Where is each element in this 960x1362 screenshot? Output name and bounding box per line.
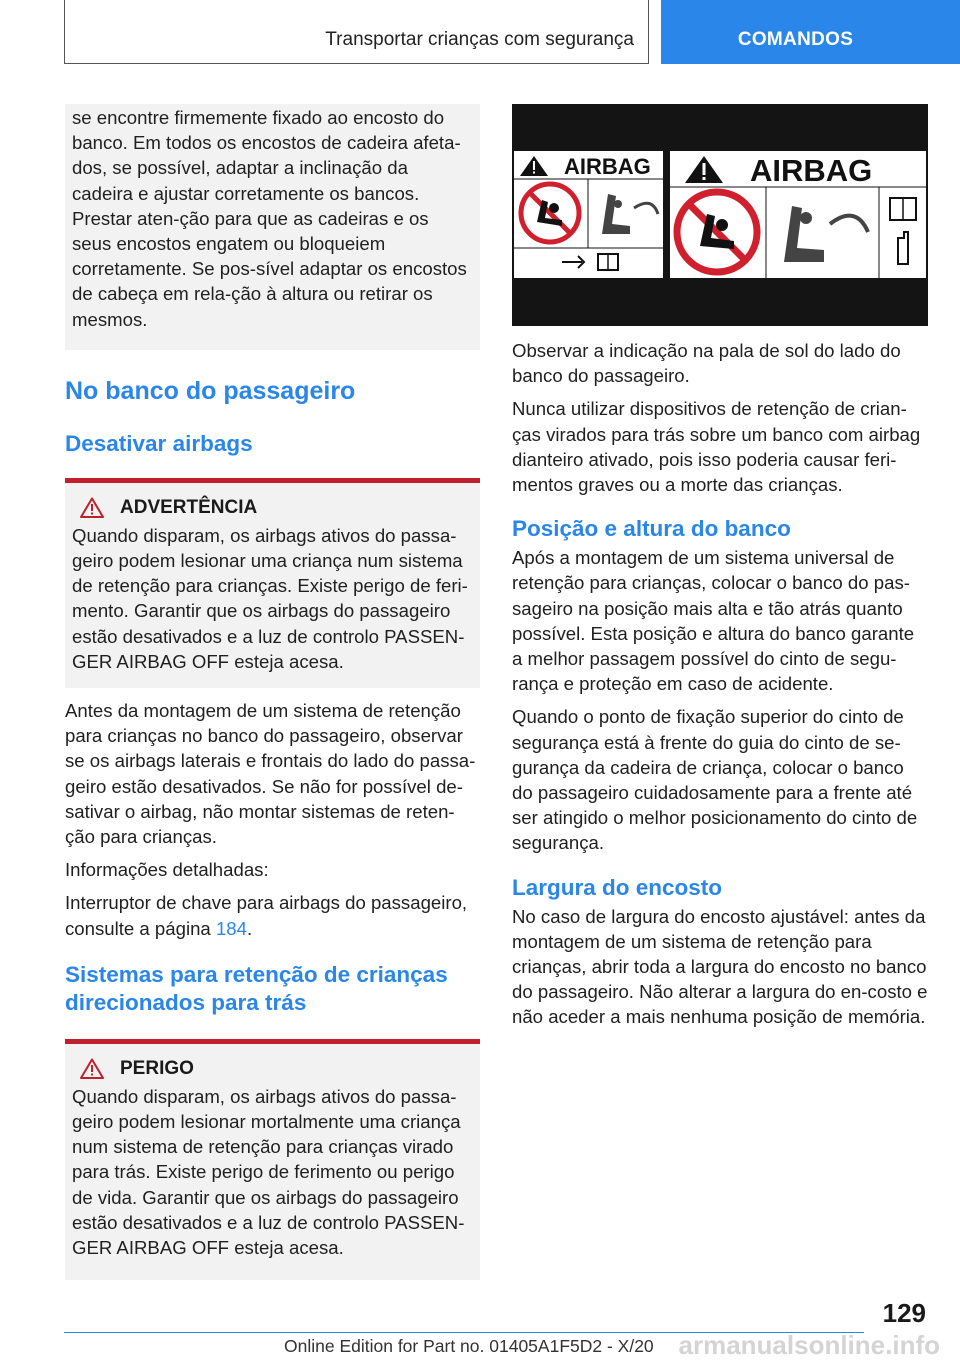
heading-rear-facing-systems: Sistemas para retenção de crianças direcionados para trás bbox=[65, 961, 448, 1015]
key-switch-text: Interruptor de chave para airbags do passageiro, consulte a página bbox=[65, 892, 468, 939]
danger-title-text: PERIGO bbox=[120, 1057, 194, 1079]
left-column bbox=[65, 104, 480, 1280]
header-section-text: Transportar crianças com segurança bbox=[325, 28, 634, 50]
page-number: 129 bbox=[882, 1298, 926, 1328]
watermark: armanualsonline.info bbox=[678, 1330, 940, 1360]
page-link-184[interactable]: 184 bbox=[215, 917, 247, 939]
airbag-labels-illustration bbox=[512, 104, 928, 326]
paragraph-key-switch bbox=[65, 890, 480, 940]
intro-text: se encontre firmemente fixado ao encosto do banco. Em todos os encostos de cadeira afeta-dos, se possível, adaptar a inclinação da cadeira e ajustar corretamente os bancos. Prestar aten-ção para que as cadeiras e os seus encostos engatem ou bloqueiem corretamente. Se pos-sível adaptar os encostos de cabeça em rela-ção à altura ou retirar os mesmos. bbox=[72, 107, 467, 330]
heading-deactivate-airbags: Desativar airbags bbox=[65, 430, 253, 456]
heading-passenger-seat: No banco do passageiro bbox=[65, 376, 356, 405]
paragraph-after-mounting: Após a montagem de um sistema universal de retenção para crianças, colocar o banco do pas-sageiro na posição mais alta e tão atrás quanto possível. Esta posição e altura do banco garante a melhor passagem possível do cinto de segu-rança e proteção em caso de acidente. bbox=[512, 547, 915, 695]
warning-box bbox=[65, 478, 480, 688]
warning-text: Quando disparam, os airbags ativos do passa-geiro podem lesionar uma criança num sistema de retenção para crianças. Existe perigo de feri-mento. Garantir que os airbags do passageiro estão desativados e a luz de controlo PASSEN-GER AIRBAG OFF esteja acesa. bbox=[72, 524, 468, 672]
warning-triangle-icon bbox=[80, 497, 104, 518]
key-switch-suffix: . bbox=[246, 917, 253, 939]
danger-title bbox=[72, 1058, 473, 1080]
danger-triangle-icon bbox=[80, 1058, 104, 1079]
footer-edition: Online Edition for Part no. 01405A1F5D2 - X/20 bbox=[284, 1336, 654, 1356]
danger-box bbox=[65, 1039, 480, 1280]
warning-title bbox=[72, 497, 473, 519]
airbag-warning-figure bbox=[512, 104, 928, 326]
large-label-text: AIRBAG bbox=[750, 153, 873, 188]
paragraph-sun-visor: Observar a indicação na pala de sol do lado do banco do passageiro. bbox=[512, 340, 901, 387]
header-chapter-text: COMANDOS bbox=[737, 29, 854, 50]
header-section-title bbox=[64, 0, 649, 64]
right-column bbox=[512, 104, 928, 1030]
danger-text: Quando disparam, os airbags ativos do passa-geiro podem lesionar mortalmente uma criança num sistema de retenção para crianças virado para trás. Existe perigo de ferimento ou perigo de vida. Garantir que os airbags do passageiro estão desativados e a luz de controlo PASSEN-GER AIRBAG OFF esteja acesa. bbox=[72, 1085, 465, 1259]
paragraph-anchor-point: Quando o ponto de fixação superior do cinto de segurança está à frente do guia do cinto de se-gurança da cadeira de criança, colocar o banco do passageiro cuidadosamente para a frente até ser atingido o melhor posicionamento do cinto de segurança. bbox=[512, 706, 918, 854]
small-label-text: AIRBAG bbox=[564, 154, 651, 179]
heading-seat-position: Posição e altura do banco bbox=[512, 516, 791, 542]
heading-backrest-width: Largura do encosto bbox=[512, 874, 723, 900]
header-chapter-tab[interactable] bbox=[661, 0, 960, 64]
paragraph-backrest-width: No caso de largura do encosto ajustável: antes da montagem de um sistema de retenção para crianças, abrir toda a largura do encosto no banco do passageiro. Não alterar a largura do en-costo e não aceder a mais nenhuma posição de memória. bbox=[512, 905, 928, 1028]
paragraph-before-mounting: Antes da montagem de um sistema de retenção para crianças no banco do passageiro, observar se os airbags laterais e frontais do lado do passa-geiro estão desativados. Se não for possível de-sativar o airbag, não montar sistemas de reten-ção para crianças. bbox=[65, 700, 476, 848]
intro-box bbox=[65, 104, 480, 350]
paragraph-never-use: Nunca utilizar dispositivos de retenção de crian-ças virados para trás sobre um banco com airbag dianteiro ativado, pois isso poderia causar feri-mentos graves ou a morte das crianças. bbox=[512, 398, 921, 496]
paragraph-detailed-info: Informações detalhadas: bbox=[65, 859, 269, 881]
warning-title-text: ADVERTÊNCIA bbox=[120, 496, 258, 518]
